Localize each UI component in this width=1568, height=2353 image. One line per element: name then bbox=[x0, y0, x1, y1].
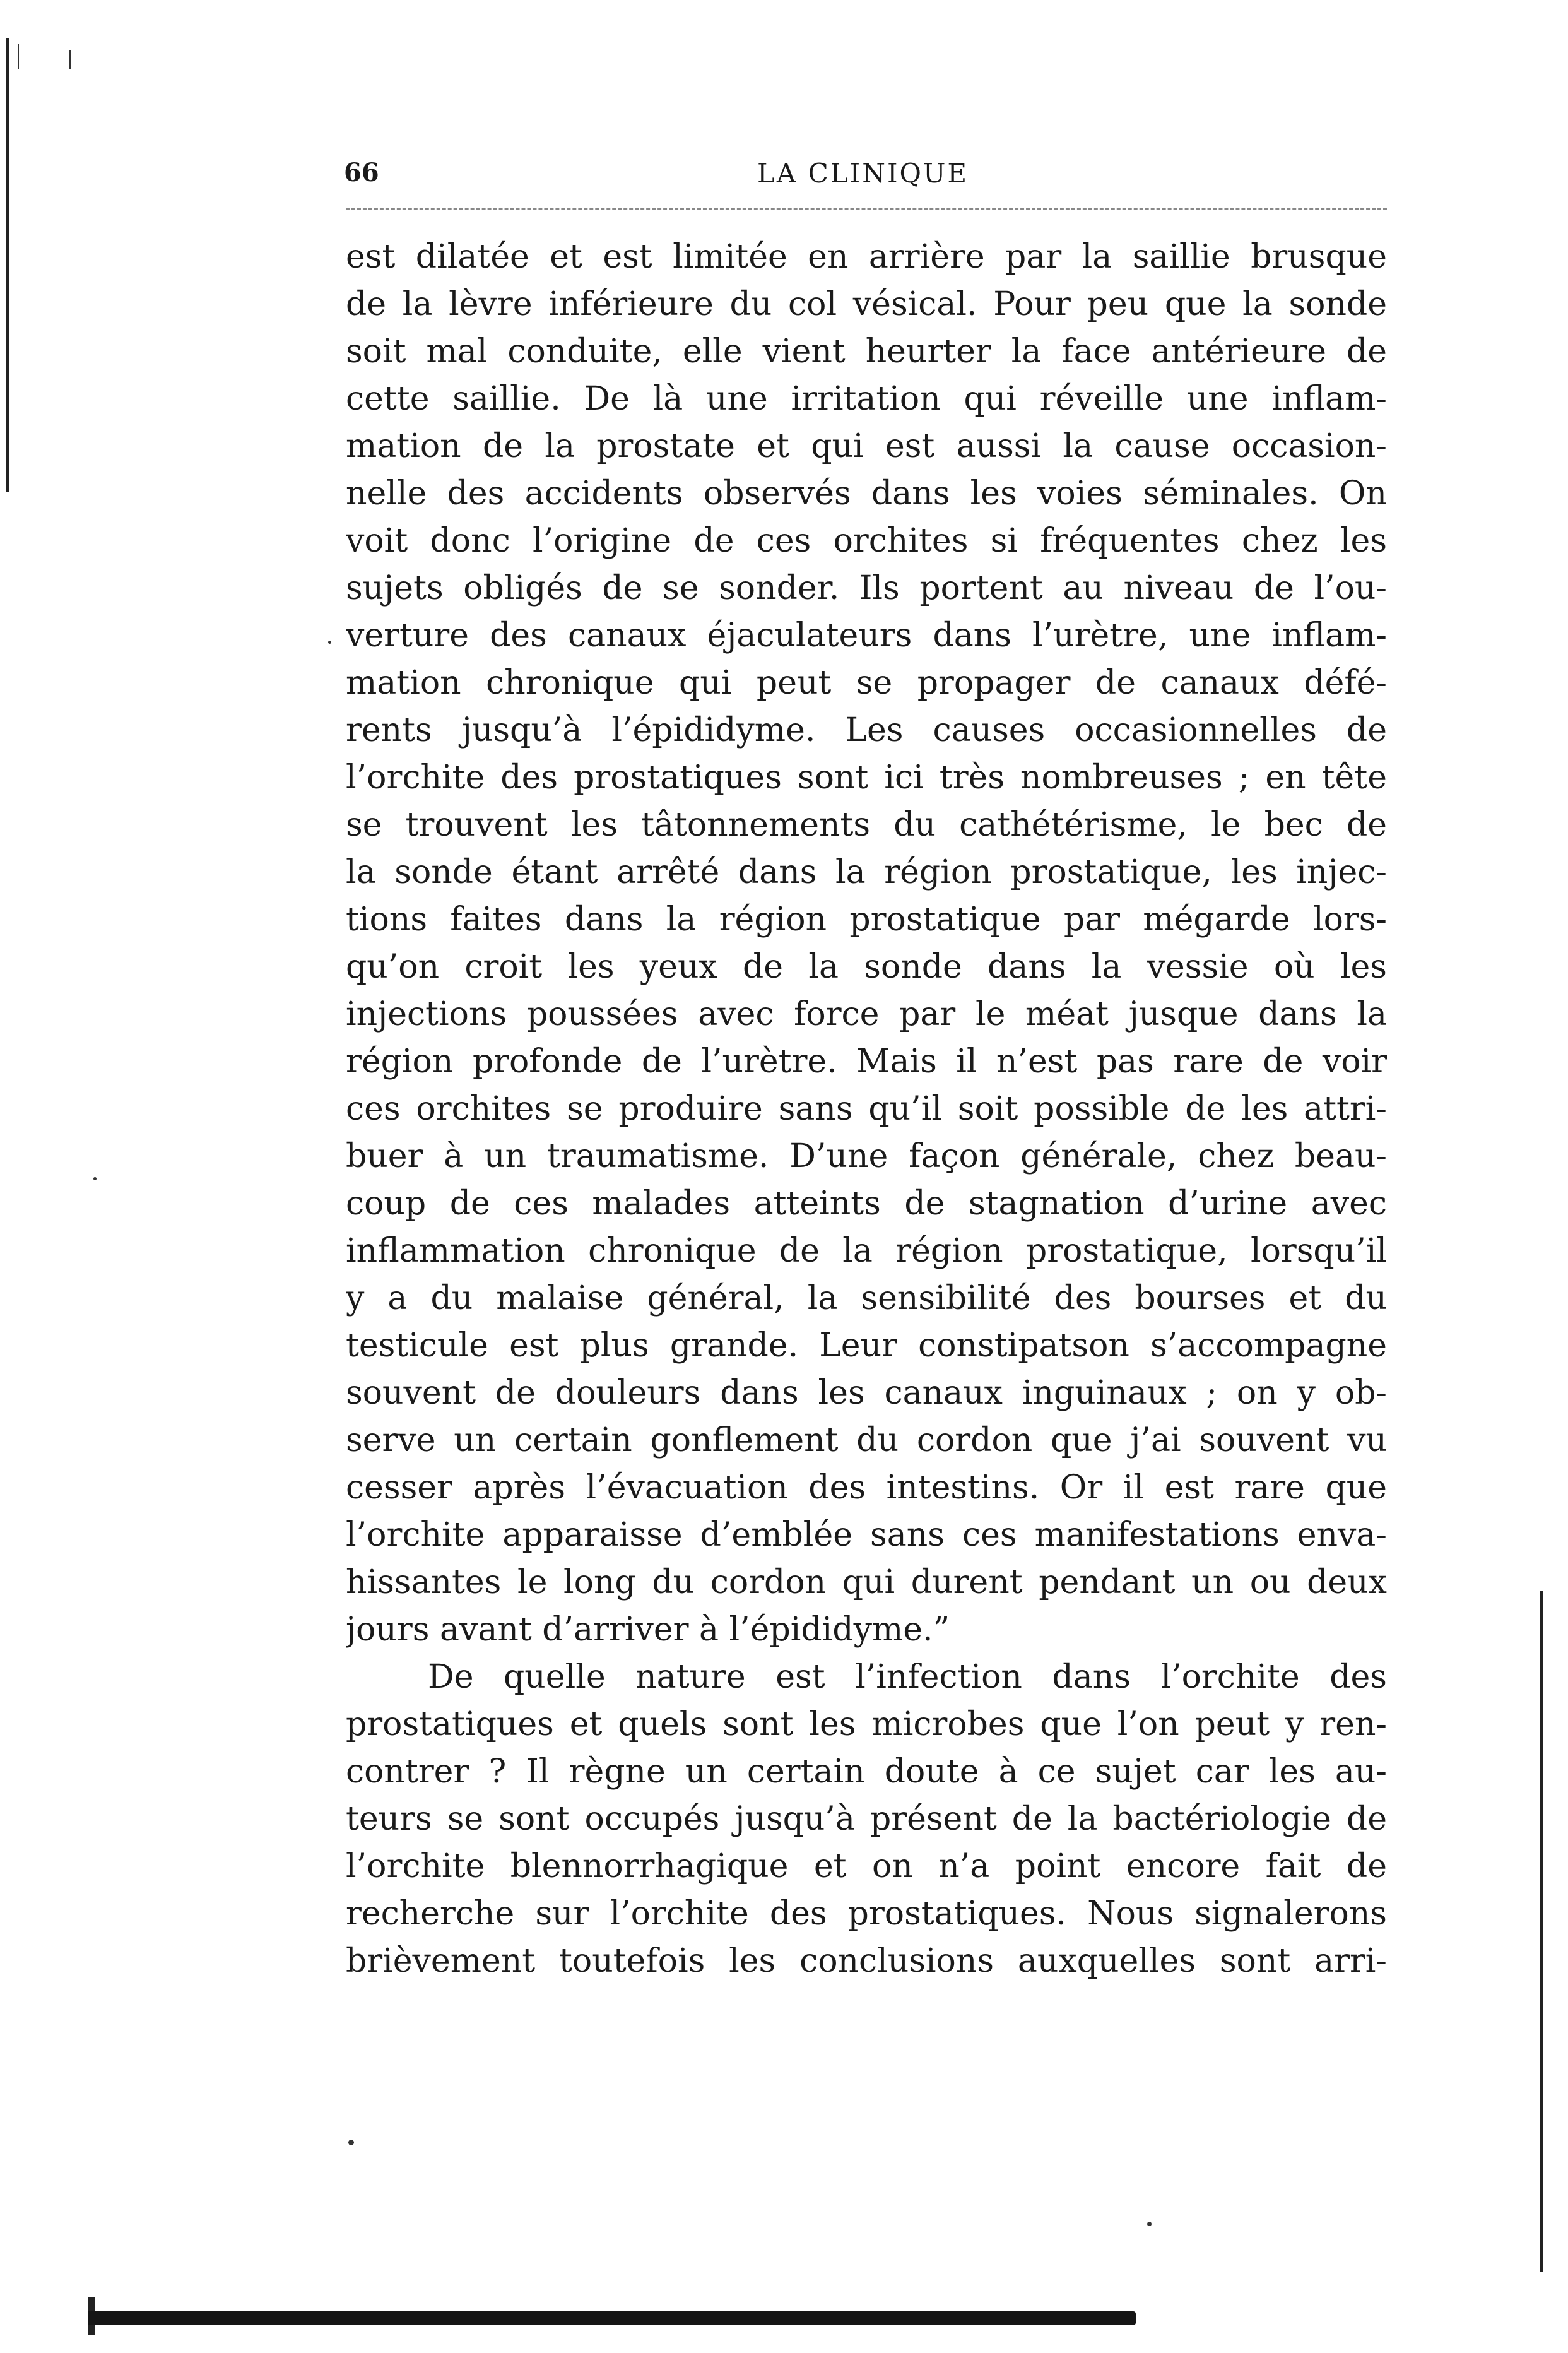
text-line: recherche sur l’orchite des prostatiques. Nous signalerons bbox=[346, 1895, 1387, 1933]
text-line: mation chronique qui peut se propager de canaux défé- bbox=[346, 664, 1387, 702]
text-line: cette saillie. De là une irritation qui réveille une inflam- bbox=[346, 380, 1387, 418]
text-line-paragraph-end: jours avant d’arriver à l’épididyme.” bbox=[346, 1611, 950, 1649]
scan-mark-left bbox=[18, 44, 19, 69]
text-line-paragraph-start: De quelle nature est l’infection dans l’orchite des bbox=[428, 1658, 1387, 1696]
scan-speck bbox=[328, 641, 331, 644]
text-line: tions faites dans la région prostatique par mégarde lors- bbox=[346, 901, 1387, 939]
scan-speck bbox=[1147, 2222, 1152, 2226]
text-line: verture des canaux éjaculateurs dans l’urètre, une inflam- bbox=[346, 617, 1387, 655]
text-line: voit donc l’origine de ces orchites si fréquentes chez les bbox=[346, 522, 1387, 560]
text-line: qu’on croit les yeux de la sonde dans la vessie où les bbox=[346, 948, 1387, 986]
text-line: région profonde de l’urètre. Mais il n’est pas rare de voir bbox=[346, 1043, 1387, 1081]
text-line: contrer ? Il règne un certain doute à ce sujet car les au- bbox=[346, 1753, 1387, 1791]
text-line: soit mal conduite, elle vient heurter la face antérieure de bbox=[346, 333, 1387, 370]
text-line: prostatiques et quels sont les microbes que l’on peut y ren- bbox=[346, 1705, 1387, 1743]
page-number: 66 bbox=[344, 158, 379, 187]
text-line: buer à un traumatisme. D’une façon générale, chez beau- bbox=[346, 1137, 1387, 1175]
scan-mark bbox=[69, 50, 71, 69]
text-line: ces orchites se produire sans qu’il soit possible de les attri- bbox=[346, 1090, 1387, 1128]
running-title: LA CLINIQUE bbox=[757, 158, 969, 189]
text-line: l’orchite blennorrhagique et on n’a point encore fait de bbox=[346, 1847, 1387, 1885]
text-line: inflammation chronique de la région prostatique, lorsqu’il bbox=[346, 1232, 1387, 1270]
scan-edge-right bbox=[1540, 1591, 1543, 2272]
text-line: teurs se sont occupés jusqu’à présent de la bactériologie de bbox=[346, 1800, 1387, 1838]
text-line: cesser après l’évacuation des intestins. Or il est rare que bbox=[346, 1469, 1387, 1507]
body-text bbox=[346, 234, 1387, 1985]
scan-speck bbox=[348, 2140, 354, 2145]
text-line: serve un certain gonflement du cordon que j’ai souvent vu bbox=[346, 1421, 1387, 1459]
text-line: la sonde étant arrêté dans la région prostatique, les injec- bbox=[346, 853, 1387, 891]
scan-edge-left bbox=[6, 38, 9, 492]
text-line: nelle des accidents observés dans les voies séminales. On bbox=[346, 475, 1387, 513]
scan-speck bbox=[93, 1177, 97, 1180]
text-line: l’orchite des prostatiques sont ici très nombreuses ; en tête bbox=[346, 759, 1387, 797]
text-line: souvent de douleurs dans les canaux inguinaux ; on y ob- bbox=[346, 1374, 1387, 1412]
text-line: injections poussées avec force par le méat jusque dans la bbox=[346, 995, 1387, 1033]
text-line: est dilatée et est limitée en arrière par la saillie brusque bbox=[346, 238, 1387, 276]
text-line: hissantes le long du cordon qui durent pendant un ou deux bbox=[346, 1563, 1387, 1601]
text-line: l’orchite apparaisse d’emblée sans ces manifestations enva- bbox=[346, 1516, 1387, 1554]
text-line: sujets obligés de se sonder. Ils portent au niveau de l’ou- bbox=[346, 569, 1387, 607]
text-line: rents jusqu’à l’épididyme. Les causes occasionnelles de bbox=[346, 711, 1387, 749]
text-line: testicule est plus grande. Leur constipatson s’accompagne bbox=[346, 1327, 1387, 1365]
header-rule bbox=[346, 208, 1387, 210]
text-line: de la lèvre inférieure du col vésical. Pour peu que la sonde bbox=[346, 285, 1387, 323]
text-line: y a du malaise général, la sensibilité des bourses et du bbox=[346, 1279, 1387, 1317]
scan-edge-bottom bbox=[88, 2311, 1136, 2325]
page-header bbox=[0, 158, 1568, 196]
text-line: brièvement toutefois les conclusions auxquelles sont arri- bbox=[346, 1942, 1387, 1980]
text-line: coup de ces malades atteints de stagnation d’urine avec bbox=[346, 1185, 1387, 1223]
text-line: mation de la prostate et qui est aussi la cause occasion- bbox=[346, 427, 1387, 465]
text-line: se trouvent les tâtonnements du cathétérisme, le bec de bbox=[346, 806, 1387, 844]
